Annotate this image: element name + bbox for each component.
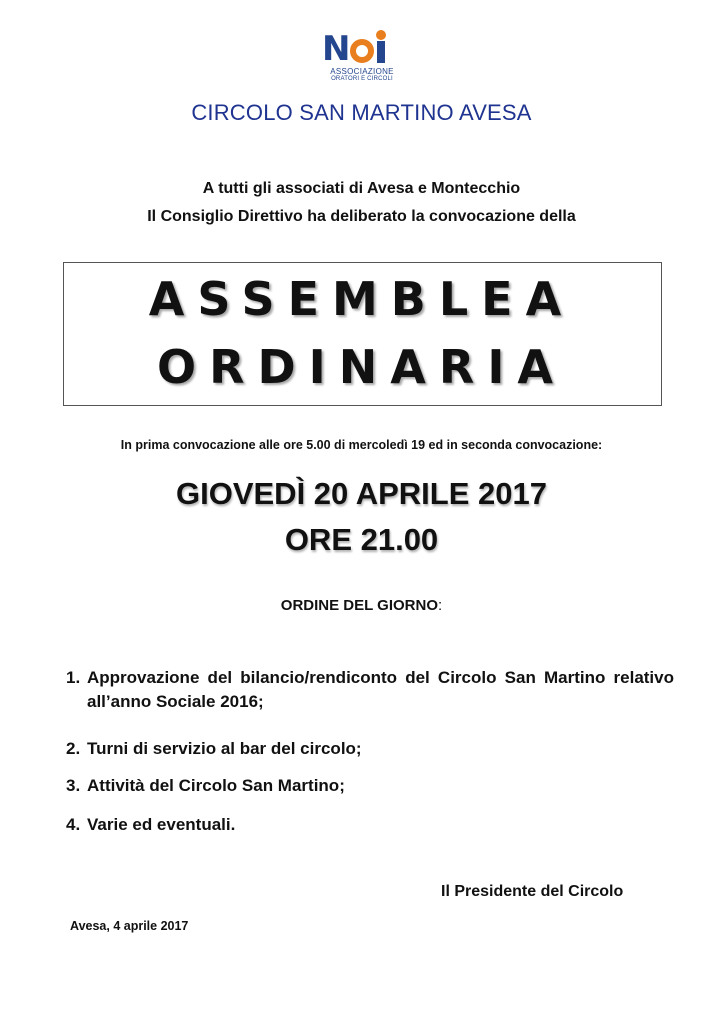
logo-i-stem [377,41,385,63]
logo-subtitle-associazione: ASSOCIAZIONE [330,67,394,76]
prima-convocazione-text: In prima convocazione alle ore 5.00 di mercoledì 19 ed in seconda convocazione: [120,438,603,452]
agenda-item-text: Approvazione del bilancio/rendiconto del Circolo San Martino relativo all’anno Sociale 2016; [87,668,674,711]
meeting-time: ORE 21.00 [284,522,439,557]
circolo-title: CIRCOLO SAN MARTINO AVESA [191,100,532,125]
agenda-item [66,666,674,714]
ordine-del-giorno-title [0,597,723,614]
logo-subtitle-oratori: ORATORI E CIRCOLI [331,76,393,82]
agenda-item-number: 2. [66,739,81,758]
logo-letter-o-ring [350,39,374,63]
meeting-date: GIOVEDÌ 20 APRILE 2017 [175,476,547,511]
agenda-item-text: Attività del Circolo San Martino; [87,776,345,795]
assemblea-heading: ASSEMBLEA [148,272,575,326]
agenda-item-number: 4. [66,815,81,834]
logo-i-dot [376,30,386,40]
agenda-item-number: 1. [66,668,81,687]
logo-letter-n: N [322,29,350,69]
ordine-title-text: ORDINE DEL GIORNO [280,597,439,614]
presidente-signature: Il Presidente del Circolo [441,883,624,900]
place-date: Avesa, 4 aprile 2017 [70,919,189,933]
agenda-item-text: Turni di servizio al bar del circolo; [87,739,362,758]
logo-letter-i [375,30,387,66]
agenda-item [66,737,674,761]
logo-wordmark [322,28,387,69]
noi-logo [322,28,402,84]
intro-line-consiglio: Il Consiglio Direttivo ha deliberato la convocazione della [147,208,576,225]
ordine-title-colon: : [438,597,443,614]
ordinaria-heading: ORDINARIA [156,340,567,394]
intro-line-associati: A tutti gli associati di Avesa e Montecchio [202,180,521,197]
agenda-item-text: Varie ed eventuali. [87,815,236,834]
agenda-item [66,774,674,798]
agenda-item [66,813,674,837]
agenda-item-number: 3. [66,776,81,795]
